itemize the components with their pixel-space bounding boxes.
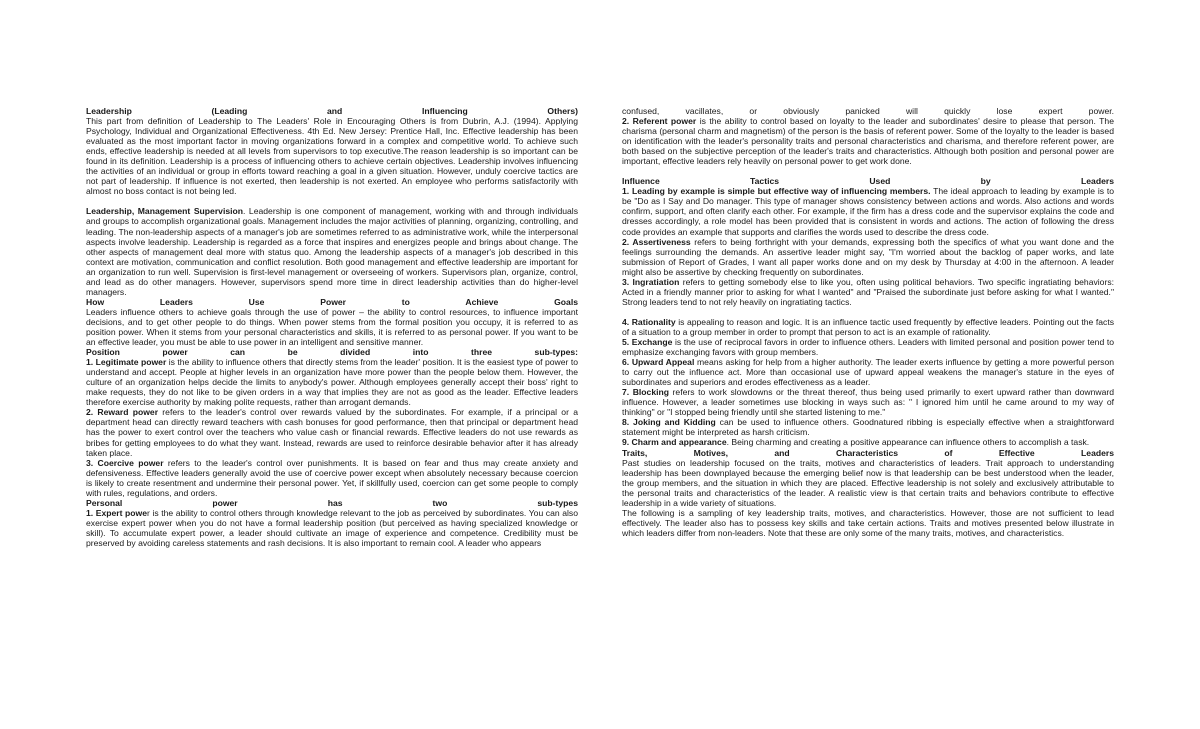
paragraph — [86, 116, 578, 196]
paragraph-heading: Traits, Motives, and Characteristics of Effective Leaders — [622, 447, 1114, 458]
paragraph-heading: 2. Referent power — [622, 116, 697, 127]
paragraph — [622, 458, 1114, 508]
paragraph-text: refers to getting somebody else to like you, often using political behaviors. Two specific ingratiating behaviors: Acted in a friendly manner prior to asking for what I wanted" and "Praised the subordinate just before asking for what I wanted." Strong leaders tend to not rely heavily on ingratiating tactics. — [622, 276, 1115, 307]
paragraph — [622, 106, 1114, 116]
left-column — [86, 106, 578, 548]
paragraph — [86, 297, 578, 307]
paragraph-heading: 6. Upward Appeal — [622, 357, 695, 368]
paragraph-heading: Position power can be divided into three sub-types: — [86, 347, 578, 358]
paragraph-text: is appealing to reason and logic. It is an influence tactic used frequently by effective leaders. Pointing out the facts of a situation to a group member in order to prompt that person to act is an example of rationality. — [622, 316, 1115, 337]
paragraph-text: r is the ability to control others through knowledge relevant to the job as perceived by subordinates. You can also exercise expert power when you do not have a formal leadership position (but perceived as having specialized knowledge or skill). To accumulate expert power, a leader should cultivate an image of experience and competence. Credibility must be preserved by avoiding careless statements and rash decisions. It is also important to remain cool. A leader who appears — [86, 507, 578, 548]
paragraph-text: Past studies on leadership focused on the traits, motives and characteristics of leaders. Trait approach to understanding leadership has been downplayed because the emerging belief now is that leadership can be best understood when the leader, the group members, and the situation in which they are placed. Effective leadership is not solely and exclusively attributable to the personal traits and characteristics of the leader. A realistic view is that certain traits and behaviors contribute to effective leadership in a wide variety of situations. — [622, 457, 1114, 508]
paragraph — [622, 357, 1114, 387]
paragraph-heading: Leadership, Management Supervision — [86, 206, 244, 217]
paragraph-heading: 8. Joking and Kidding — [622, 417, 716, 428]
paragraph-heading: 1. Expert powe — [86, 507, 148, 518]
right-column — [622, 106, 1114, 538]
paragraph-heading: 2. Reward power — [86, 407, 159, 418]
paragraph — [622, 508, 1114, 538]
paragraph — [86, 357, 578, 407]
paragraph-heading: 9. Charm and appearance — [622, 437, 727, 448]
paragraph — [86, 106, 578, 116]
paragraph — [86, 508, 578, 548]
paragraph-text: refers to work slowdowns or the threat thereof, thus being used primarily to exert upward rather than downward influence. However, a leader sometimes use blocking in ways such as: " I ignored him until he came around to my way of thinking" or "I stopped being friendly until she started listening to me." — [622, 387, 1115, 418]
paragraph — [86, 498, 578, 508]
paragraph — [622, 116, 1114, 166]
paragraph-heading: 3. Coercive power — [86, 457, 164, 468]
paragraph — [622, 186, 1114, 236]
paragraph-heading: Influence Tactics Used by Leaders — [622, 176, 1114, 187]
paragraph — [622, 176, 1114, 186]
paragraph-text: . Being charming and creating a positive appearance can influence others to accomplish a task. — [726, 437, 1090, 448]
paragraph-text: is the ability to influence others that directly stems from the leader' position. It is the easiest type of power to understand and accept. People at higher levels in an organization have more power than the people below them. However, the culture of an organization helps decide the limits to anybody's power. Although employees generally accept their boss' right to make requests, they do not like to be given orders in a way that implies they are not as good as the leader. Effective leaders therefore exercise authority by making polite requests, rather than arrogant demands. — [86, 357, 578, 408]
paragraph — [86, 307, 578, 347]
paragraph-heading: 4. Rationality — [622, 316, 676, 327]
paragraph-text: refers to being forthright with your demands, expressing both the specifics of what you want done and the feelings surrounding the demands. An assertive leader might say, "I'm worried about the backlog of paper works, and late submission of Report of Grades, I want all paper works done and on my desk by Thursday at 4:00 in the afternoon. A leader might also be assertive by checking frequently on subordinates. — [622, 236, 1114, 277]
paragraph-text: The ideal approach to leading by example is to be "Do as I Say and Do manager. This type of manager shows consistency between actions and words. Also actions and words confirm, support, and often clarify each other. For example, if the firm has a dress code and the supervisor explains the code and dresses accordingly, a role model has been provided that is consistent in words and actions. The action of following the dress code provides an example that supports and clarifies the words used to describe the dress code. — [622, 186, 1114, 237]
paragraph — [86, 206, 578, 296]
paragraph-heading: 1. Legitimate power — [86, 357, 167, 368]
paragraph-text: . Leadership is one component of management, working with and through individuals and groups to accomplish organizational goals. Management includes the major activities of planning, organizing, controlling, and leading. The non-leadership aspects of a manager's job are sometimes referred to as administrative work, while the interpersonal aspects involve leadership. Leadership is regarded as a force that inspires and energizes people and brings about change. The other aspects of management deal more with status quo. Among the leadership aspects of a manager's job described in this context are motivation, communication and conflict resolution. Both good management and effective leadership are important for an organization to run well. Supervision is first-level management or overseeing of workers. Supervisors plan, organize, control, and lead as do other managers. However, supervisors spend more time in direct leadership activities than do higher-level managers. — [86, 206, 578, 297]
paragraph — [622, 448, 1114, 458]
paragraph — [622, 237, 1114, 277]
paragraph-heading: 3. Ingratiation — [622, 276, 680, 287]
paragraph — [622, 387, 1114, 417]
paragraph — [622, 437, 1114, 447]
paragraph-text: confused, vacillates, or obviously panicked will quickly lose expert power. — [622, 106, 1114, 116]
paragraph-heading: 5. Exchange — [622, 336, 673, 347]
paragraph — [622, 337, 1114, 357]
paragraph-text: refers to the leader's control over rewards valued by the subordinates. For example, if a principal or a department head can directly reward teachers with cash bonuses for good performance, then that principal or department head has the power to exert control over the teachers who value cash or financial rewards. Effective leaders do not use rewards as bribes for getting employees to do what they want. Instead, rewards are used to reinforce desirable behavior after it has already taken place. — [86, 407, 578, 458]
paragraph — [622, 317, 1114, 337]
paragraph-heading: 7. Blocking — [622, 387, 670, 398]
paragraph — [86, 458, 578, 498]
paragraph-text: means asking for help from a higher authority. The leader exerts influence by getting a more powerful person to carry out the influence act. More than occasional use of upward appeal weakens the manager's stature in the eyes of subordinates and superiors and erodes effectiveness as a leader. — [622, 357, 1115, 388]
paragraph-text: Leaders influence others to achieve goals through the use of power – the ability to control resources, to influence important decisions, and to get other people to do things. When power stems from the formal position you occupy, it is referred to as position power. When it stems from your personal characteristics and skills, it is referred to as personal power. If you want to be an effective leader, you must be able to use power in an intelligent and sensitive manner. — [86, 306, 578, 348]
paragraph-text: is the use of reciprocal favors in order to influence others. Leaders with limited personal and position power tend to emphasize exchanging favors with group members. — [622, 336, 1114, 358]
paragraph-heading: 2. Assertiveness — [622, 236, 691, 247]
paragraph — [622, 417, 1114, 437]
paragraph — [86, 407, 578, 457]
paragraph-text: refers to the leader's control over punishments. It is based on fear and thus may create anxiety and defensiveness. Effective leaders generally avoid the use of coercive power except when absolutely necessary because coercion is likely to create resentment and undermine their personal power. Yet, if skillfully used, coercion can get some people to comply with rules, regulations, and orders. — [86, 457, 578, 498]
paragraph-heading: Leadership (Leading and Influencing Others) — [86, 106, 578, 116]
paragraph-text: can be used to influence others. Goodnatured ribbing is especially effective when a straightforward statement might be interpreted as harsh criticism. — [622, 417, 1114, 438]
paragraph-text: is the ability to control based on loyalty to the leader and subordinates' desire to please that person. The charisma (personal charm and magnetism) of the person is the basis of referent power. Some of the loyalty to the leader is based on identification with the leader's personality traits and personal characteristics and charisma, and therefore referent power, are both based on the subjective perception of the leader's traits and characteristics. Although both position and personal power are important, effective leaders rely heavily on personal power to get work done. — [622, 116, 1114, 167]
paragraph-heading: 1. Leading by example is simple but effective way of influencing members. — [622, 186, 931, 197]
paragraph-text: This part from definition of Leadership to The Leaders' Role in Encouraging Others is from Dubrin, A.J. (1994). Applying Psychology, Individual and Organizational Effectiveness. 4th Ed. New Jersey: Prentice Hall, Inc. Effective leadership has been evaluated as the most important factor in moving organizations forward in a complex and competitive world. To achieve such ends, effective leadership is needed at all levels from supervisors to top executive.The reason leadership is so important can be found in its definition. Leadership is a process of influencing others to achieve certain objectives. Leadership involves influencing the activities of an individual or group in efforts toward reaching a goal in a given situation. However, unduly coercive tactics are not part of leadership. If influence is not exerted, then leadership is not exerted. An employee who performs satisfactorily with almost no boss contact is not being led. — [86, 116, 578, 197]
paragraph-heading: How Leaders Use Power to Achieve Goals — [86, 296, 578, 307]
paragraph — [622, 277, 1114, 307]
paragraph-heading: Personal power has two sub-types — [86, 497, 578, 508]
paragraph-text: The following is a sampling of key leadership traits, motives, and characteristics. However, those are not sufficient to lead effectively. The leader also has to possess key skills and take certain actions. Traits and motives presented below illustrate in which leaders differ from non-leaders. Note that these are only some of the many traits, motives, and characteristics. — [622, 507, 1114, 538]
paragraph — [86, 347, 578, 357]
